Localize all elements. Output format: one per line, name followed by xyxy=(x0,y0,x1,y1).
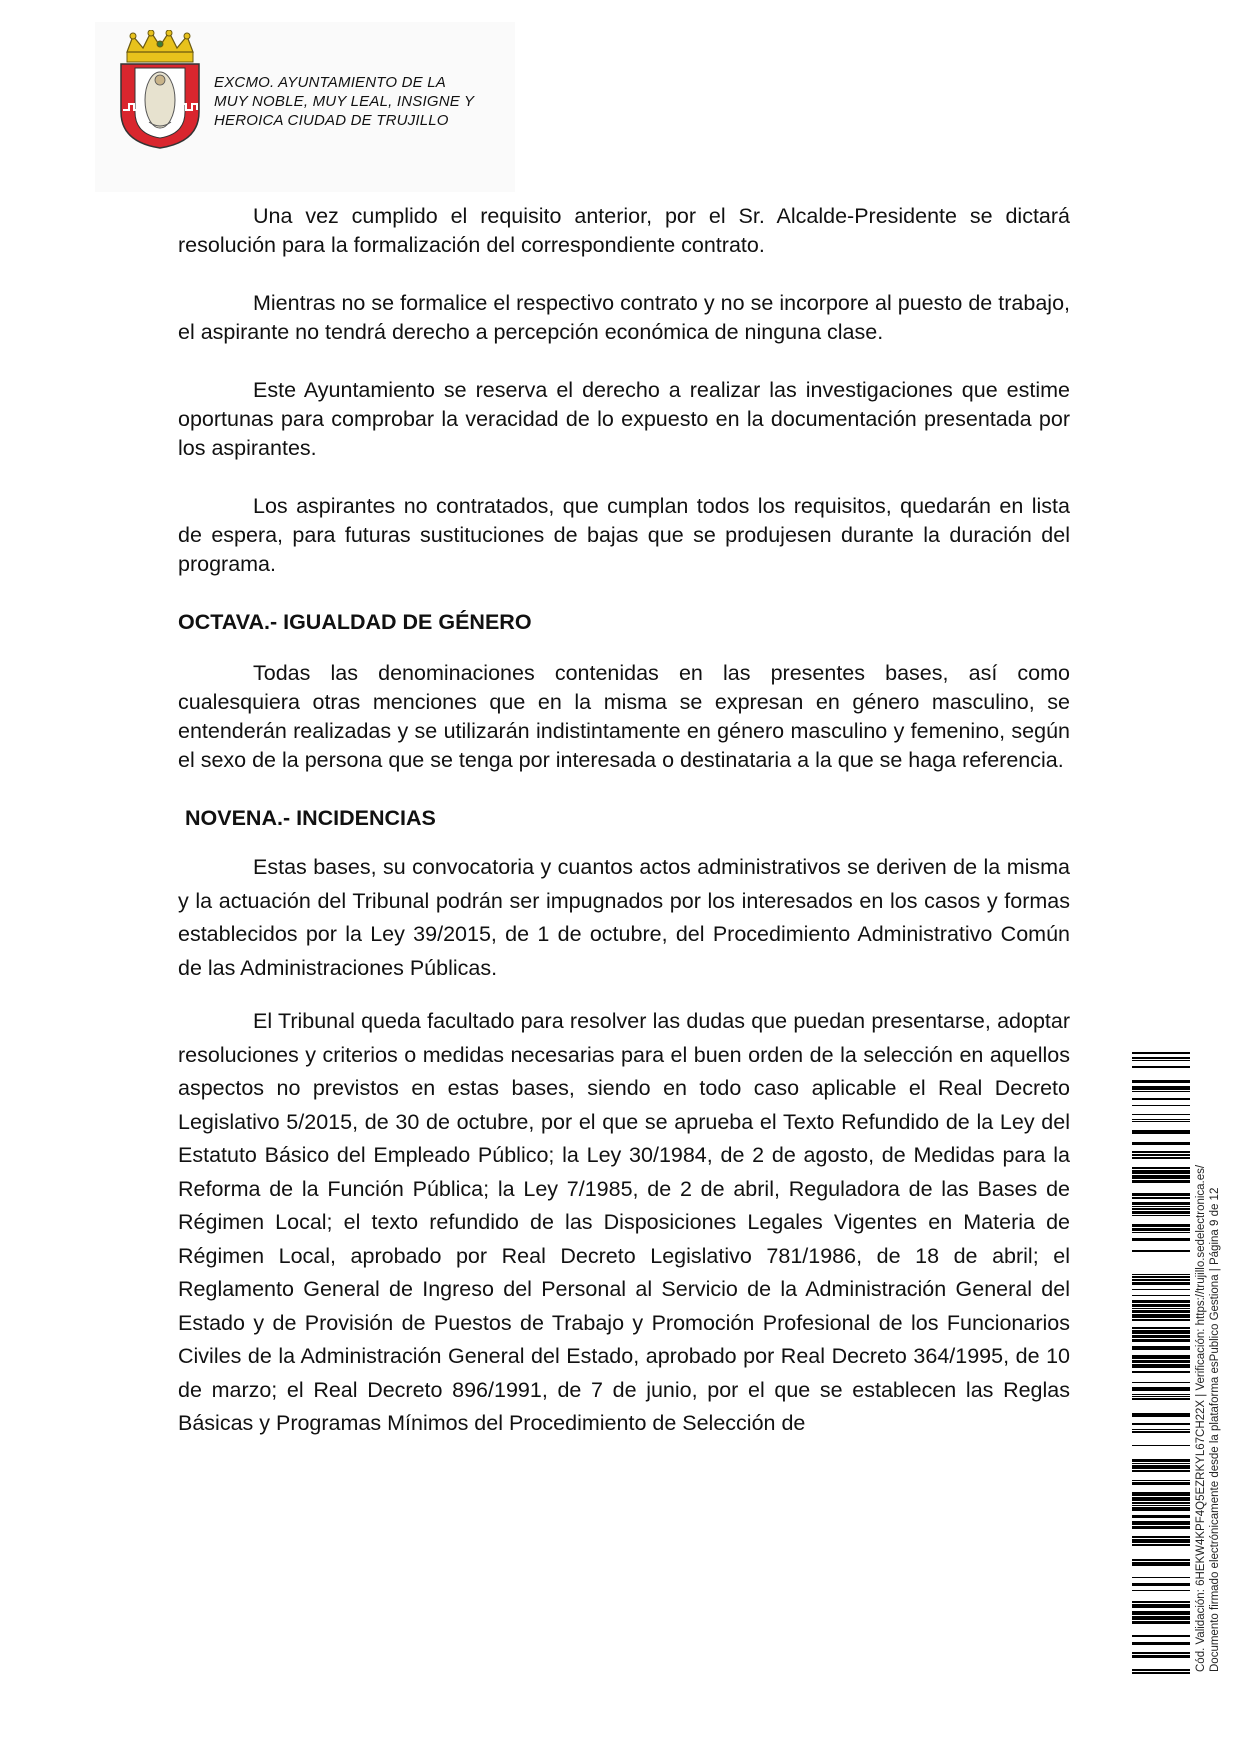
verification-code-line: Cód. Validación: 6HEKW4KPF4Q5EZRKYL67CH22X | Verificación: https://trujillo.sedelectronica.es/ xyxy=(1195,1164,1207,1672)
paragraph: Mientras no se formalice el respectivo contrato y no se incorpore al puesto de trabajo, el aspirante no tendrá derecho a percepción económica de ninguna clase. xyxy=(178,291,1070,344)
paragraph: Este Ayuntamiento se reserva el derecho a realizar las investigaciones que estime oportunas para comprobar la veracidad de lo expuesto en la documentación presentada por los aspirantes. xyxy=(178,378,1070,460)
signature-platform-line: Documento firmado electrónicamente desde la plataforma esPublico Gestiona | Página 9 de 12 xyxy=(1209,1187,1221,1672)
verification-footer xyxy=(1194,1052,1222,1672)
section-heading-octava: OCTAVA.- IGUALDAD DE GÉNERO xyxy=(178,610,532,634)
organization-name xyxy=(214,73,514,130)
city-crest-icon xyxy=(113,30,208,150)
paragraph: Los aspirantes no contratados, que cumplan todos los requisitos, quedarán en lista de espera, para futuras sustituciones de bajas que se produjesen durante la duración del programa. xyxy=(178,494,1070,576)
validation-barcode-icon xyxy=(1132,1052,1190,1674)
paragraph: El Tribunal queda facultado para resolver las dudas que puedan presentarse, adoptar resoluciones y criterios o medidas necesarias para el buen orden de la selección en aquellos aspectos no previstos en estas bases, siendo en todo caso aplicable el Real Decreto Legislativo 5/2015, de 30 de octubre, por el que se aprueba el Texto Refundido de la Ley del Estatuto Básico del Empleado Público; la Ley 30/1984, de 2 de agosto, de Medidas para la Reforma de la Función Pública; la Ley 7/1985, de 2 de abril, Reguladora de las Bases de Régimen Local; el texto refundido de las Disposiciones Legales Vigentes en Materia de Régimen Local, aprobado por Real Decreto Legislativo 781/1986, de 18 de abril; el Reglamento General de Ingreso del Personal al Servicio de la Administración General del Estado y de Provisión de Puestos de Trabajo y Promoción Profesional de los Funcionarios Civiles de la Administración General del Estado, aprobado por Real Decreto 364/1995, de 10 de marzo; el Real Decreto 896/1991, de 7 de junio, por el que se establecen las Reglas Básicas y Programas Mínimos del Procedimiento de Selección de xyxy=(178,1009,1070,1435)
paragraph: Una vez cumplido el requisito anterior, por el Sr. Alcalde-Presidente se dictará resolución para la formalización del correspondiente contrato. xyxy=(178,204,1070,257)
section-heading-novena: NOVENA.- INCIDENCIAS xyxy=(185,806,436,830)
paragraph: Todas las denominaciones contenidas en las presentes bases, así como cualesquiera otras menciones que en la misma se expresan en género masculino, se entenderán realizadas y se utilizarán indistintamente en género masculino y femenino, según el sexo de la persona que se tenga por interesada o destinataria a la que se haga referencia. xyxy=(178,661,1070,772)
document-body xyxy=(178,202,1070,1461)
org-name-line: EXCMO. AYUNTAMIENTO DE LA xyxy=(214,74,446,91)
org-name-line: HEROICA CIUDAD DE TRUJILLO xyxy=(214,112,449,129)
paragraph: Estas bases, su convocatoria y cuantos actos administrativos se deriven de la misma y la actuación del Tribunal podrán ser impugnados por los interesados en los casos y formas establecidos por la Ley 39/2015, de 1 de octubre, del Procedimiento Administrativo Común de las Administraciones Públicas. xyxy=(178,855,1070,980)
org-name-line: MUY NOBLE, MUY LEAL, INSIGNE Y xyxy=(214,93,475,110)
